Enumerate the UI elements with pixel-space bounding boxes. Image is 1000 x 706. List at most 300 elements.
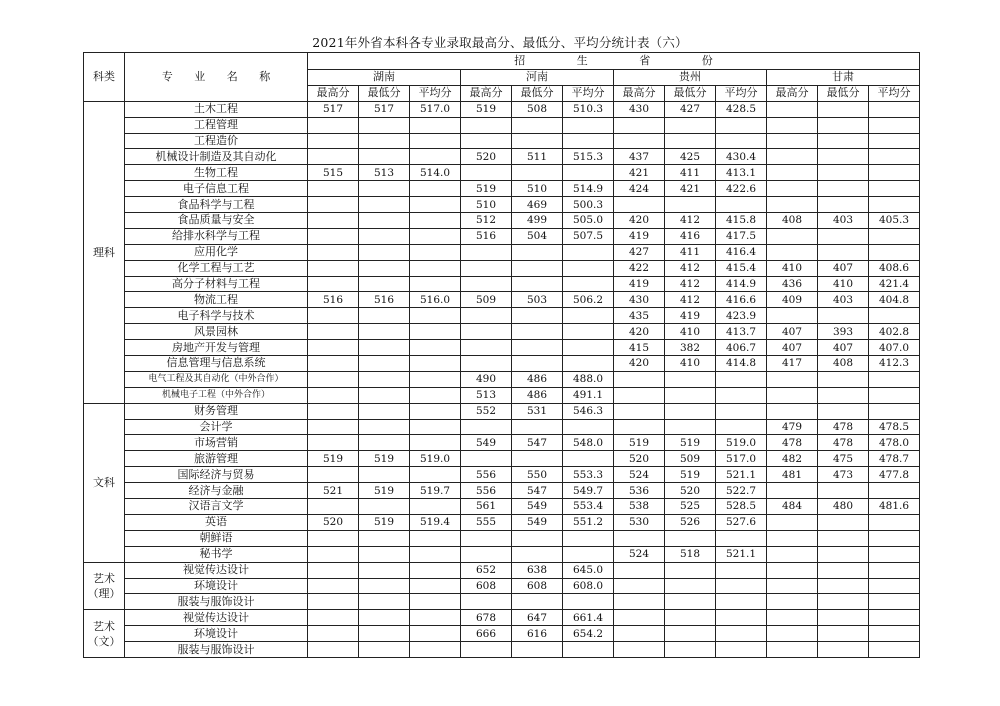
table-row [84,642,920,658]
score-cell [461,117,512,133]
major-cell: 房地产开发与管理 [125,340,308,356]
score-cell [308,387,359,403]
score-cell [563,419,614,435]
score-cell [308,435,359,451]
category-cell: 文科 [84,403,125,562]
score-cell [818,594,869,610]
score-cell: 422.6 [716,181,767,197]
score-cell [461,546,512,562]
score-cell [665,133,716,149]
score-cell [869,197,920,213]
score-cell [410,403,461,419]
score-cell [767,387,818,403]
stat-header: 最高分 [308,85,359,101]
score-cell [359,403,410,419]
table-row [84,387,920,403]
table-row [84,117,920,133]
score-cell [461,165,512,181]
score-cell [869,133,920,149]
table-row [84,149,920,165]
major-cell: 国际经济与贸易 [125,467,308,483]
score-cell [716,530,767,546]
score-cell [410,562,461,578]
score-cell: 517 [308,101,359,117]
score-cell [461,594,512,610]
score-cell: 518 [665,546,716,562]
score-cell [461,356,512,372]
score-cell [359,562,410,578]
score-cell: 520 [461,149,512,165]
score-cell: 645.0 [563,562,614,578]
score-cell [410,499,461,515]
major-cell: 汉语言文学 [125,499,308,515]
score-cell: 521.1 [716,546,767,562]
score-cell [716,642,767,658]
score-cell [308,578,359,594]
major-cell: 土木工程 [125,101,308,117]
score-cell: 524 [614,546,665,562]
score-cell [767,610,818,626]
score-cell [716,594,767,610]
score-cell: 417.5 [716,228,767,244]
score-cell [614,387,665,403]
score-cell [359,117,410,133]
score-cell [359,324,410,340]
score-cell: 415.8 [716,213,767,229]
score-cell [614,403,665,419]
score-cell: 516.0 [410,292,461,308]
score-cell [308,610,359,626]
major-cell: 化学工程与工艺 [125,260,308,276]
score-cell [410,324,461,340]
score-cell [410,244,461,260]
score-cell: 616 [512,626,563,642]
score-cell [359,419,410,435]
score-cell [308,419,359,435]
score-cell: 505.0 [563,213,614,229]
score-cell [359,626,410,642]
score-cell [614,117,665,133]
score-cell: 424 [614,181,665,197]
score-cell: 414.9 [716,276,767,292]
score-cell [716,419,767,435]
score-cell [410,276,461,292]
table-row [84,403,920,419]
stat-header: 平均分 [869,85,920,101]
major-cell: 服装与服饰设计 [125,642,308,658]
score-cell: 547 [512,435,563,451]
score-cell: 519.0 [410,451,461,467]
score-cell [410,356,461,372]
score-cell [869,626,920,642]
table-row [84,371,920,387]
score-cell: 638 [512,562,563,578]
major-cell: 旅游管理 [125,451,308,467]
score-cell [512,308,563,324]
score-cell [563,594,614,610]
score-cell [563,308,614,324]
major-cell: 给排水科学与工程 [125,228,308,244]
score-cell [563,244,614,260]
score-cell: 513 [359,165,410,181]
table-row [84,435,920,451]
score-cell [308,546,359,562]
major-cell: 生物工程 [125,165,308,181]
table-row [84,276,920,292]
score-cell: 553.4 [563,499,614,515]
score-cell [716,133,767,149]
score-cell [410,260,461,276]
score-cell [359,133,410,149]
score-cell [869,610,920,626]
score-cell [665,626,716,642]
score-cell: 515.3 [563,149,614,165]
score-cell: 478 [818,419,869,435]
table-row [84,514,920,530]
score-cell [410,435,461,451]
score-cell: 402.8 [869,324,920,340]
major-cell: 高分子材料与工程 [125,276,308,292]
score-cell [767,165,818,181]
score-cell: 423.9 [716,308,767,324]
score-cell: 524 [614,467,665,483]
score-cell [869,642,920,658]
score-cell [716,197,767,213]
score-cell [818,610,869,626]
score-cell [614,419,665,435]
score-table [83,52,920,658]
score-cell [869,165,920,181]
table-row [84,292,920,308]
score-cell [512,276,563,292]
major-cell: 工程造价 [125,133,308,149]
score-cell [716,578,767,594]
score-cell [410,546,461,562]
score-cell: 661.4 [563,610,614,626]
score-cell: 408.6 [869,260,920,276]
score-cell [359,213,410,229]
score-cell [359,371,410,387]
score-cell [410,610,461,626]
score-cell [308,181,359,197]
score-cell [869,530,920,546]
score-cell [359,594,410,610]
table-row [84,244,920,260]
score-cell: 413.7 [716,324,767,340]
province-group-header: 招 生 省 份 [308,53,920,70]
stat-header: 最低分 [665,85,716,101]
score-cell: 521 [308,483,359,499]
score-cell [308,308,359,324]
score-cell [308,260,359,276]
score-cell: 512 [461,213,512,229]
score-cell: 678 [461,610,512,626]
score-cell: 608 [512,578,563,594]
score-cell [767,308,818,324]
province-header: 甘肃 [767,70,920,86]
table-row [84,260,920,276]
score-cell: 520 [614,451,665,467]
score-cell [563,276,614,292]
score-cell [563,324,614,340]
score-cell: 608.0 [563,578,614,594]
score-cell: 410 [818,276,869,292]
score-cell [308,197,359,213]
table-row [84,213,920,229]
stat-header: 平均分 [410,85,461,101]
table-row [84,181,920,197]
score-cell [359,467,410,483]
score-cell: 403 [818,213,869,229]
score-cell: 513 [461,387,512,403]
score-cell: 486 [512,371,563,387]
score-cell: 415 [614,340,665,356]
score-cell [410,371,461,387]
score-cell [461,340,512,356]
score-cell [767,594,818,610]
score-cell [767,578,818,594]
score-cell [308,371,359,387]
table-row [84,101,920,117]
score-cell [563,356,614,372]
score-cell [614,562,665,578]
score-cell: 504 [512,228,563,244]
score-cell [359,387,410,403]
score-cell [767,403,818,419]
score-cell: 420 [614,324,665,340]
major-cell: 服装与服饰设计 [125,594,308,610]
score-cell: 478 [767,435,818,451]
score-cell: 522.7 [716,483,767,499]
score-cell [767,181,818,197]
score-cell [818,642,869,658]
table-row [84,308,920,324]
score-cell: 411 [665,165,716,181]
score-cell: 503 [512,292,563,308]
table-row [84,324,920,340]
score-cell [512,133,563,149]
score-cell [818,181,869,197]
table-row [84,610,920,626]
score-cell: 428.5 [716,101,767,117]
score-cell: 416.6 [716,292,767,308]
score-cell: 478.0 [869,435,920,451]
score-cell [767,371,818,387]
score-cell [716,403,767,419]
score-cell [410,117,461,133]
score-cell [818,308,869,324]
table-row [84,419,920,435]
score-cell: 515 [308,165,359,181]
score-cell [359,578,410,594]
score-cell: 516 [359,292,410,308]
score-cell [665,117,716,133]
score-cell: 536 [614,483,665,499]
score-cell [410,149,461,165]
score-cell: 477.8 [869,467,920,483]
score-cell: 480 [818,499,869,515]
score-cell [308,626,359,642]
major-cell: 信息管理与信息系统 [125,356,308,372]
score-cell: 511 [512,149,563,165]
score-cell: 549.7 [563,483,614,499]
score-cell: 382 [665,340,716,356]
table-row [84,594,920,610]
score-cell [563,642,614,658]
score-cell [410,228,461,244]
province-header: 湖南 [308,70,461,86]
score-cell [818,228,869,244]
table-row [84,228,920,244]
major-cell: 风景园林 [125,324,308,340]
score-cell: 430.4 [716,149,767,165]
score-cell: 427 [665,101,716,117]
score-cell: 479 [767,419,818,435]
score-cell: 516 [308,292,359,308]
score-cell [308,244,359,260]
score-cell [869,594,920,610]
score-cell: 412 [665,260,716,276]
table-row [84,483,920,499]
score-cell [410,197,461,213]
province-header: 河南 [461,70,614,86]
score-cell [308,594,359,610]
score-cell: 608 [461,578,512,594]
score-cell [410,340,461,356]
score-cell: 414.8 [716,356,767,372]
major-header: 专 业 名 称 [125,53,308,102]
score-cell [512,165,563,181]
major-cell: 环境设计 [125,578,308,594]
major-cell: 朝鲜语 [125,530,308,546]
score-cell: 412 [665,276,716,292]
score-cell: 405.3 [869,213,920,229]
score-cell [869,228,920,244]
score-cell: 519 [461,181,512,197]
score-cell [665,610,716,626]
table-row [84,356,920,372]
score-cell: 519 [461,101,512,117]
score-cell [410,626,461,642]
score-cell: 551.2 [563,514,614,530]
score-cell [869,149,920,165]
score-cell: 519 [614,435,665,451]
score-cell: 519 [308,451,359,467]
score-cell: 403 [818,292,869,308]
score-cell: 490 [461,371,512,387]
score-cell: 647 [512,610,563,626]
score-cell: 556 [461,467,512,483]
score-cell: 510 [512,181,563,197]
table-row [84,467,920,483]
score-cell: 478.5 [869,419,920,435]
score-cell [461,642,512,658]
score-cell: 525 [665,499,716,515]
score-cell [614,578,665,594]
major-cell: 物流工程 [125,292,308,308]
score-cell [614,594,665,610]
table-row [84,578,920,594]
score-cell [512,594,563,610]
table-row [84,165,920,181]
score-cell: 422 [614,260,665,276]
score-cell [818,101,869,117]
score-cell [665,642,716,658]
score-cell [869,546,920,562]
major-cell: 电子信息工程 [125,181,308,197]
score-cell [716,387,767,403]
category-header: 科类 [84,53,125,102]
score-cell [359,181,410,197]
score-cell: 408 [818,356,869,372]
score-cell [665,530,716,546]
score-cell [308,340,359,356]
score-cell: 430 [614,292,665,308]
table-row [84,562,920,578]
score-cell [869,117,920,133]
category-cell: 艺术 （文） [84,610,125,658]
score-cell: 404.8 [869,292,920,308]
score-cell [767,626,818,642]
score-cell: 421.4 [869,276,920,292]
score-cell [563,546,614,562]
score-cell [818,133,869,149]
category-cell: 理科 [84,101,125,403]
score-cell [614,530,665,546]
score-cell: 407 [767,340,818,356]
score-cell: 410 [665,324,716,340]
score-cell [308,530,359,546]
score-cell: 561 [461,499,512,515]
score-cell [767,101,818,117]
score-cell [410,181,461,197]
score-cell [614,197,665,213]
score-cell [461,276,512,292]
score-cell [818,149,869,165]
score-cell [308,276,359,292]
score-cell [308,562,359,578]
score-cell: 407.0 [869,340,920,356]
stat-header: 最高分 [614,85,665,101]
category-cell: 艺术 （理） [84,562,125,610]
major-cell: 机械电子工程（中外合作） [125,387,308,403]
score-cell [512,260,563,276]
score-cell [767,197,818,213]
score-cell: 473 [818,467,869,483]
score-cell: 484 [767,499,818,515]
score-cell [512,117,563,133]
score-cell [818,197,869,213]
score-cell [308,117,359,133]
score-cell: 654.2 [563,626,614,642]
score-cell [512,546,563,562]
score-cell [359,642,410,658]
score-cell [308,213,359,229]
table-row [84,451,920,467]
score-cell [818,626,869,642]
score-cell [767,562,818,578]
score-cell [716,562,767,578]
score-cell: 516 [461,228,512,244]
score-cell: 410 [665,356,716,372]
score-cell: 500.3 [563,197,614,213]
stat-header: 平均分 [563,85,614,101]
page-title: 2021年外省本科各专业录取最高分、最低分、平均分统计表（六） [312,35,688,50]
score-cell [767,244,818,260]
score-cell [410,530,461,546]
score-cell [359,340,410,356]
score-cell: 506.2 [563,292,614,308]
